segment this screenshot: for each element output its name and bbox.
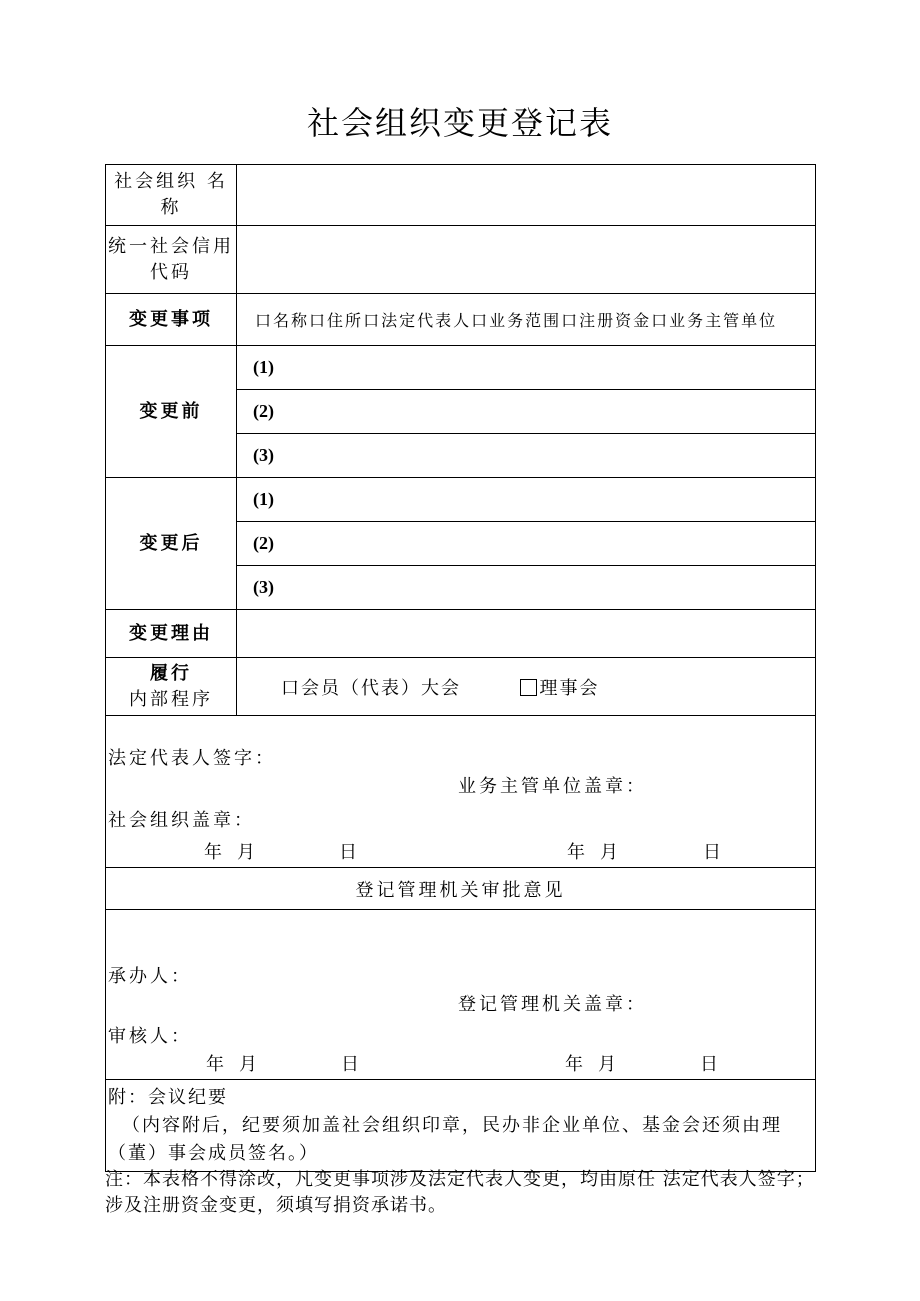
date-year-4: 年	[565, 1054, 586, 1075]
before-item-1[interactable]: (1)	[237, 346, 816, 390]
date-day-3: 日	[341, 1054, 362, 1075]
after-item-2[interactable]: (2)	[237, 522, 816, 566]
approval-section	[106, 910, 816, 1080]
reviewer-label: 审核人：	[108, 1026, 192, 1047]
after-item-1[interactable]: (1)	[237, 478, 816, 522]
checkbox-icon: 口	[255, 311, 274, 330]
attachment-section	[106, 1080, 816, 1172]
date-month-2: 月	[600, 842, 621, 863]
date-month-3: 月	[239, 1054, 260, 1075]
procedure-option-assembly[interactable]: 口会员（代表）大会	[281, 677, 461, 699]
before-item-3[interactable]: (3)	[237, 434, 816, 478]
handler-label: 承办人：	[108, 966, 192, 987]
checkbox-icon: 口	[363, 311, 382, 330]
org-seal-label: 社会组织盖章：	[108, 810, 255, 831]
date-day-1: 日	[339, 842, 360, 863]
checkbox-icon: 口	[561, 311, 580, 330]
date-month-4: 月	[598, 1054, 619, 1075]
authority-seal-label: 登记管理机关盖章：	[458, 994, 647, 1015]
procedure-option-council[interactable]: 理事会	[520, 678, 599, 699]
org-name-label: 社会组织 名称	[106, 165, 237, 226]
date-year-1: 年	[204, 842, 225, 863]
date-day-2: 日	[703, 842, 724, 863]
change-option-legal-rep[interactable]: 口法定代表人	[363, 311, 472, 330]
after-label: 变更后	[106, 478, 237, 610]
date-day-4: 日	[700, 1054, 721, 1075]
org-name-field[interactable]	[237, 165, 816, 226]
change-option-scope[interactable]: 口业务范围	[471, 311, 562, 330]
supervisor-seal-label: 业务主管单位盖章：	[458, 776, 647, 797]
date-year-3: 年	[206, 1054, 227, 1075]
procedure-options	[237, 658, 816, 716]
change-option-capital[interactable]: 口注册资金	[561, 311, 652, 330]
credit-code-label: 统一社会信用代码	[106, 226, 237, 294]
checkbox-icon: 口	[471, 311, 490, 330]
procedure-label: 履行 内部程序	[106, 658, 237, 716]
signature-section	[106, 716, 816, 868]
checkbox-icon: 口	[281, 677, 301, 699]
change-items-label: 变更事项	[106, 294, 237, 346]
footer-note: 注：本表格不得涂改，凡变更事项涉及法定代表人变更，均由原任 法定代表人签字；涉及注册资金变更，须填写捐资承诺书。	[105, 1169, 815, 1216]
change-registration-form	[105, 164, 816, 1172]
reason-field[interactable]	[237, 610, 816, 658]
approval-header: 登记管理机关审批意见	[106, 868, 816, 910]
before-item-2[interactable]: (2)	[237, 390, 816, 434]
checkbox-icon: 口	[309, 311, 328, 330]
attachment-line1: 附：会议纪要	[108, 1087, 228, 1108]
legal-rep-sign-label: 法定代表人签字：	[108, 748, 276, 769]
date-month-1: 月	[237, 842, 258, 863]
change-option-supervisor[interactable]: 口业务主管单位	[651, 311, 778, 330]
change-items-options	[237, 294, 816, 346]
reason-label: 变更理由	[106, 610, 237, 658]
after-item-3[interactable]: (3)	[237, 566, 816, 610]
page-title: 社会组织变更登记表	[306, 104, 613, 142]
change-option-address[interactable]: 口住所	[309, 311, 364, 330]
checkbox-icon: 口	[651, 311, 670, 330]
credit-code-field[interactable]	[237, 226, 816, 294]
before-label: 变更前	[106, 346, 237, 478]
checkbox-icon	[520, 679, 537, 696]
date-year-2: 年	[567, 842, 588, 863]
change-option-name[interactable]: 口名称	[255, 311, 310, 330]
attachment-line2: （内容附后，纪要须加盖社会组织印章，民办非企业单位、基金会还须由理（董）事会成员签名。）	[108, 1115, 782, 1164]
